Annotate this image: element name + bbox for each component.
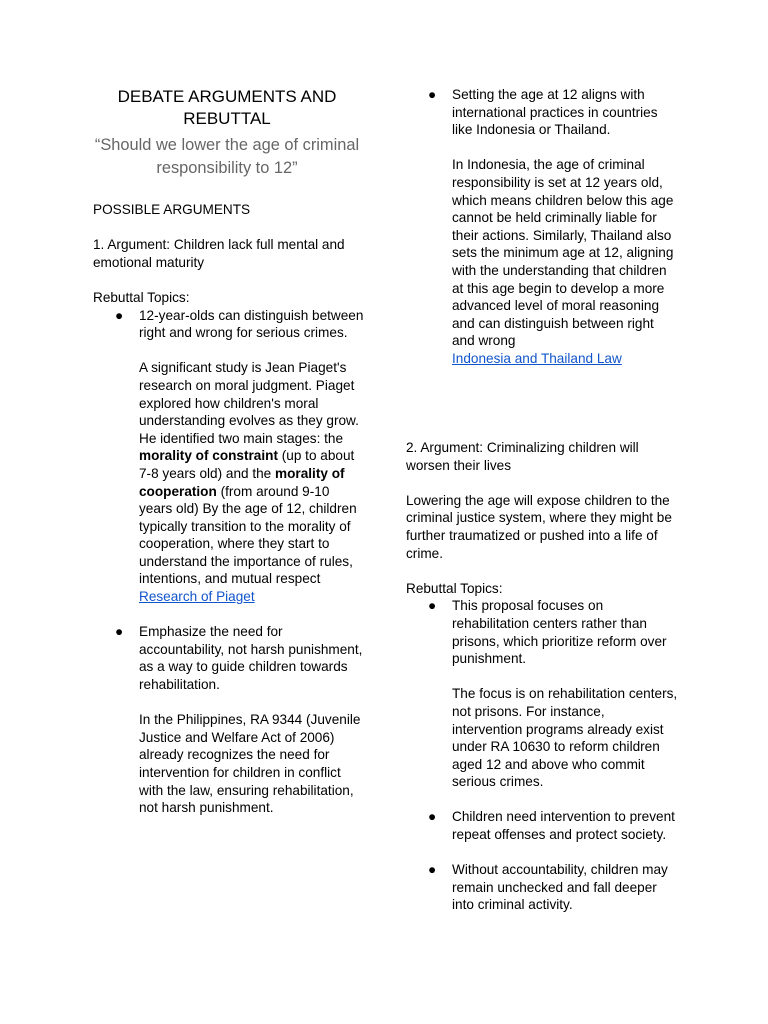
bullet-main-text: This proposal focuses on rehabilitation centers rather than prisons, which prioritize reform over punishment.	[452, 598, 667, 667]
bullet-icon: ●	[115, 624, 124, 640]
right-column-top	[406, 86, 678, 368]
bullet-main-text: Setting the age at 12 aligns with international practices in countries like Indonesia or Thailand.	[452, 87, 658, 138]
bullet-main-text: Children need intervention to prevent repeat offenses and protect society.	[452, 809, 675, 843]
bullet-icon: ●	[428, 598, 437, 614]
left-column	[93, 201, 365, 817]
indonesia-thailand-law-link[interactable]: Indonesia and Thailand Law	[452, 350, 622, 366]
rehabilitation-detail-text: The focus is on rehabilitation centers, not prisons. For instance, intervention programs already exist under RA 10630 to reform children aged 12 and above who commit serious crimes.	[452, 686, 678, 790]
research-of-piaget-link[interactable]: Research of Piaget	[139, 589, 255, 605]
argument-1-bullet-2	[93, 623, 365, 817]
argument-2-bullet-2	[406, 808, 678, 843]
possible-arguments-heading: POSSIBLE ARGUMENTS	[93, 202, 251, 217]
document-subtitle: “Should we lower the age of criminal responsibility to 12”	[94, 136, 360, 177]
indonesia-thailand-detail-text: In Indonesia, the age of criminal responsibility is set at 12 years old, which means children below this age cannot be held criminally liable for their actions. Similarly, Thailand also sets the minimum age at 12, aligning with the understanding that children at this age begin to develop a more advanced level of moral reasoning and can distinguish between right and wrong	[452, 157, 674, 349]
bullet-icon: ●	[428, 862, 437, 878]
argument-2-bullet-1	[406, 597, 678, 791]
argument-2-heading: 2. Argument: Criminalizing children will worsen their lives	[406, 440, 639, 473]
bullet-main-text: Emphasize the need for accountability, not harsh punishment, as a way to guide children towards rehabilitation.	[139, 624, 363, 693]
bullet-main-text: Without accountability, children may remain unchecked and fall deeper into criminal activity.	[452, 862, 668, 913]
international-practices-bullet	[406, 86, 678, 368]
bullet-icon: ●	[428, 87, 437, 102]
argument-1-bullet-1	[93, 307, 365, 606]
bold-term: morality of cooperation	[139, 465, 345, 499]
document-title: DEBATE ARGUMENTS AND REBUTTAL	[117, 87, 337, 128]
ra-9344-detail-text: In the Philippines, RA 9344 (Juvenile Justice and Welfare Act of 2006) already recognizes the need for intervention for children in conflict with the law, ensuring rehabilitation, not harsh punishment.	[139, 712, 361, 816]
piaget-detail-text: A significant study is Jean Piaget's research on moral judgment. Piaget explored how children's moral understanding evolves as they grow. He identified two main stages: the morality of constraint (up to about 7-8 years old) and the morality of cooperation (from around 9-10 years old) By the age of 12, children typically transition to the morality of cooperation, where they start to understand the importance of rules, intentions, and mutual respect	[139, 360, 359, 587]
bullet-icon: ●	[428, 809, 437, 825]
argument-1-rebuttal-label: Rebuttal Topics:	[93, 289, 190, 305]
bullet-main-text: 12-year-olds can distinguish between right and wrong for serious crimes.	[139, 307, 364, 341]
argument-1-heading: 1. Argument: Children lack full mental and emotional maturity	[93, 237, 345, 270]
argument-2-rebuttal-label: Rebuttal Topics:	[406, 580, 503, 596]
bold-term: morality of constraint	[139, 448, 278, 464]
bullet-icon: ●	[115, 307, 124, 323]
argument-2-bullet-3	[406, 861, 678, 914]
right-column-bottom	[406, 439, 678, 914]
argument-2-description: Lowering the age will expose children to the criminal justice system, where they might be further traumatized or pushed into a life of crime.	[406, 492, 672, 561]
